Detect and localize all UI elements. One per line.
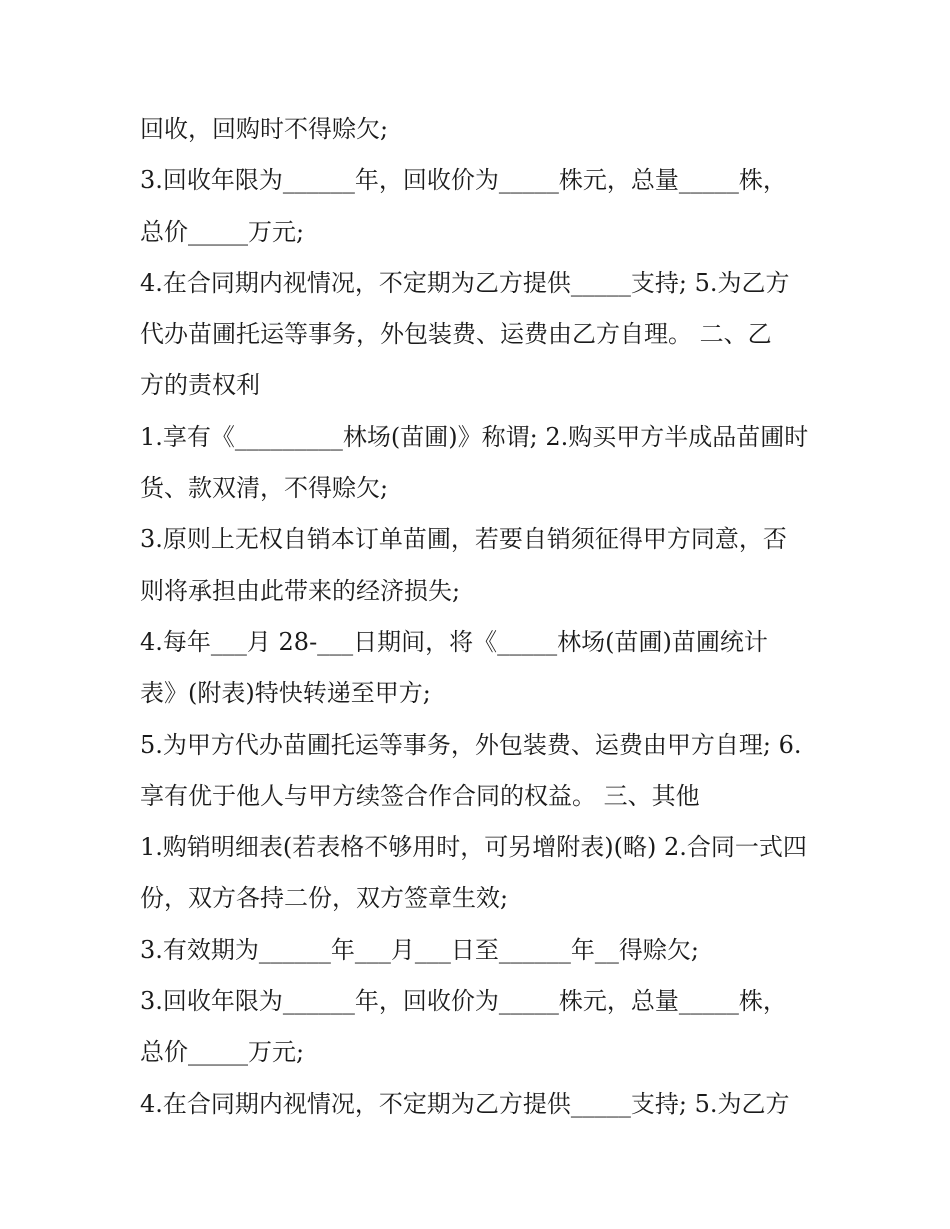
- text-line: 4.在合同期内视情况，不定期为乙方提供_____支持; 5.为乙方: [140, 1089, 790, 1118]
- text-line: 1.购销明细表(若表格不够用时，可另增附表)(略) 2.合同一式四: [140, 833, 807, 862]
- text-line: 总价_____万元;: [140, 217, 305, 246]
- text-line: 5.为甲方代办苗圃托运等事务，外包装费、运费由甲方自理; 6.: [140, 730, 802, 759]
- text-line: 代办苗圃托运等事务，外包装费、运费由乙方自理。 二、乙: [140, 320, 772, 349]
- text-line: 货、款双清，不得赊欠;: [140, 474, 389, 503]
- text-line: 则将承担由此带来的经济损失;: [140, 576, 461, 605]
- text-line: 表》(附表)特快转递至甲方;: [140, 679, 431, 708]
- text-line: 3.回收年限为______年，回收价为_____株元，总量_____株，: [140, 987, 787, 1016]
- text-line: 总价_____万元;: [140, 1038, 305, 1067]
- text-line: 4.在合同期内视情况，不定期为乙方提供_____支持; 5.为乙方: [140, 268, 790, 297]
- text-line: 回收，回购时不得赊欠;: [140, 115, 389, 143]
- document-body: [140, 104, 820, 1130]
- text-line: 份，双方各持二份，双方签章生效;: [140, 884, 509, 913]
- text-line: 方的责权利: [140, 371, 260, 400]
- text-line: 3.有效期为______年___月___日至______年__得赊欠;: [140, 935, 699, 964]
- text-line: 1.享有《_________林场(苗圃)》称谓; 2.购买甲方半成品苗圃时: [140, 422, 809, 451]
- text-line: 3.原则上无权自销本订单苗圃，若要自销须征得甲方同意，否: [140, 525, 787, 554]
- text-line: 4.每年___月 28-___日期间，将《_____林场(苗圃)苗圃统计: [140, 627, 768, 656]
- text-line: 3.回收年限为______年，回收价为_____株元，总量_____株，: [140, 166, 787, 195]
- text-line: 享有优于他人与甲方续签合作合同的权益。 三、其他: [140, 781, 700, 810]
